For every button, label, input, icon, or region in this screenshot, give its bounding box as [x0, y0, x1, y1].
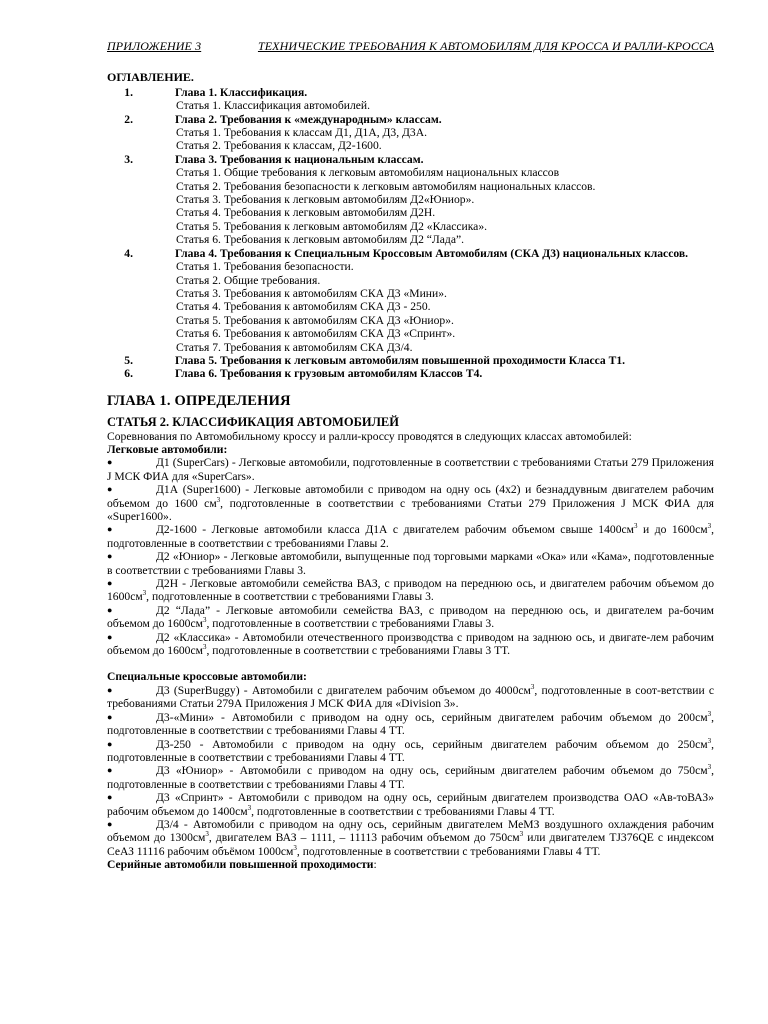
- list-item: [107, 456, 714, 483]
- toc-article: Статья 6. Требования к автомобилям СКА Д3 «Спринт».: [176, 327, 456, 341]
- toc-chapter: [107, 153, 714, 166]
- entry-text: , подготовленные в соот-ветствии с требованиями Статьи 279А Приложения J МСК ФИА для «Division 3».: [107, 683, 715, 711]
- toc-article: Статья 2. Общие требования.: [176, 273, 321, 287]
- superscript: 3: [633, 522, 638, 531]
- offroad-colon: :: [373, 858, 377, 872]
- superscript: 3: [216, 495, 221, 504]
- superscript: 3: [202, 643, 207, 652]
- entry-text: и до 1600см: [637, 523, 708, 537]
- superscript: 3: [707, 522, 712, 531]
- entry-text: , подготовленные в соответствии с требованиями Главы 4 ТТ.: [107, 710, 714, 738]
- document-page: [107, 40, 714, 872]
- superscript: 3: [707, 763, 712, 772]
- toc-chapter-number: 6.: [124, 367, 133, 381]
- toc-chapter-title: Глава 4. Требования к Специальным Кроссовым Автомобилям (СКА Д3) национальных классов.: [175, 246, 689, 260]
- intro-text: Соревнования по Автомобильному кроссу и ралли-кроссу проводятся в следующих классах автомобилей:: [107, 429, 632, 443]
- toc-chapter-number: 2.: [124, 112, 133, 126]
- bullet-icon: ●: [107, 484, 113, 495]
- toc-chapter-number: 3.: [124, 152, 133, 166]
- toc-article: Статья 4. Требования к легковым автомобилям Д2Н.: [176, 206, 436, 220]
- entry-text: Д3 (SuperBuggy) - Автомобили с двигателем рабочим объемом до 4000см: [156, 683, 531, 697]
- toc-chapter-number: 5.: [124, 353, 133, 367]
- entry-text: Д3 «Юниор» - Автомобили с приводом на одну ось, серийным двигателем рабочим объемом до 750см: [156, 764, 708, 778]
- entry-text: , подготовленные в соответствии с требованиями Главы 3.: [146, 590, 434, 604]
- bullet-icon: ●: [107, 631, 113, 642]
- bullet-icon: ●: [107, 792, 113, 803]
- toc-article: Статья 3. Требования к легковым автомобилям Д2«Юниор».: [176, 193, 475, 207]
- superscript: 3: [707, 709, 712, 718]
- entry-text: Д2 «Юниор» - Легковые автомобили, выпущенные под торговыми марками «Ока» или «Кама», подготовленные в соответствии с требованиями Главы 3.: [107, 550, 714, 577]
- list-item: [107, 523, 714, 550]
- toc-article: Статья 1. Требования к классам Д1, Д1А, Д3, Д3А.: [176, 126, 427, 140]
- toc-chapter: [107, 113, 714, 126]
- entry-text: , подготовленные в соответствии с требованиями Главы 3 ТТ.: [206, 644, 510, 658]
- toc-article: Статья 5. Требования к легковым автомобилям Д2 «Классика».: [176, 219, 488, 233]
- toc-article: Статья 3. Требования к автомобилям СКА Д3 «Мини».: [176, 286, 447, 300]
- special-list: [107, 684, 714, 858]
- table-of-contents: [107, 71, 714, 380]
- list-item: [107, 791, 714, 818]
- entry-text: Д3/4 - Автомобили с приводом на одну ось, серийным двигателем МеМЗ воздушного охлаждения рабочим объемом до 1300см: [107, 817, 714, 845]
- toc-chapter-title: Глава 6. Требования к грузовым автомобилям Классов Т4.: [175, 367, 483, 381]
- offroad-label-line: [107, 858, 714, 871]
- list-item: [107, 738, 714, 765]
- bullet-icon: ●: [107, 738, 113, 749]
- bullet-icon: ●: [107, 684, 113, 695]
- chapter-heading: ГЛАВА 1. ОПРЕДЕЛЕНИЯ: [107, 392, 291, 409]
- toc-chapter-title: Глава 2. Требования к «международным» классам.: [175, 112, 442, 126]
- entry-text: или двигателем TJ376QE с индексом СеАЗ 11116 рабочим объёмом 1000см: [107, 831, 714, 858]
- list-item: [107, 550, 714, 577]
- cars-list: [107, 456, 714, 657]
- toc-chapter-number: 4.: [124, 246, 133, 260]
- bullet-icon: ●: [107, 551, 113, 562]
- cars-label: Легковые автомобили:: [107, 442, 228, 456]
- toc-article: Статья 1. Общие требования к легковым автомобилям национальных классов: [176, 166, 560, 180]
- list-item: [107, 684, 714, 711]
- entry-text: Д2-1600 - Легковые автомобили класса Д1А с двигателем рабочим объемом свыше 1400см: [156, 523, 634, 537]
- toc-article: Статья 2. Требования безопасности к легковым автомобилям национальных классов.: [176, 179, 596, 193]
- superscript: 3: [205, 830, 209, 839]
- entry-text: Д3-«Мини» - Автомобили с приводом на одну ось, серийным двигателем рабочим объемом до 200см: [156, 710, 708, 724]
- toc-chapter-title: Глава 1. Классификация.: [175, 85, 308, 99]
- toc-article: Статья 5. Требования к автомобилям СКА Д3 «Юниор».: [176, 313, 454, 327]
- toc-article: Статья 6. Требования к легковым автомобилям Д2 “Лада”.: [176, 233, 465, 247]
- header-appendix: ПРИЛОЖЕНИЕ 3: [107, 39, 202, 53]
- bullet-icon: ●: [107, 765, 113, 776]
- entry-text: , подготовленные в соответствии с требованиями Главы 4 ТТ.: [107, 764, 714, 791]
- list-item: [107, 483, 714, 523]
- offroad-label: Серийные автомобили повышенной проходимости: [107, 858, 374, 872]
- toc-chapter-number: 1.: [124, 85, 133, 99]
- article-heading: СТАТЬЯ 2. КЛАССИФИКАЦИЯ АВТОМОБИЛЕЙ: [107, 415, 399, 430]
- header-title: ТЕХНИЧЕСКИЕ ТРЕБОВАНИЯ К АВТОМОБИЛЯМ ДЛЯ КРОСCА И РАЛЛИ-КРОССА: [257, 39, 714, 53]
- entry-text: , подготовленные в соответствии с требованиями Главы 2.: [107, 523, 714, 550]
- superscript: 3: [707, 736, 712, 745]
- list-item: [107, 577, 714, 604]
- superscript: 3: [247, 803, 252, 812]
- entry-text: Д3-250 - Автомобили с приводом на одну ось, серийным двигателем рабочим объемом до 250см: [156, 737, 708, 751]
- toc-title: ОГЛАВЛЕНИЕ.: [107, 70, 194, 85]
- toc-chapter-title: Глава 3. Требования к национальным классам.: [175, 152, 424, 166]
- toc-chapter: [107, 86, 714, 99]
- entry-text: Д3 «Спринт» - Автомобили с приводом на одну ось, серийным двигателем производства ОАО «Ав-тоВАЗ» рабочим объемом до 1400см: [107, 791, 714, 818]
- bullet-icon: ●: [107, 524, 113, 535]
- toc-chapter: [107, 247, 714, 260]
- list-item: [107, 818, 714, 858]
- entry-text: , подготовленные в соответствии с требованиями Главы 4 ТТ.: [107, 737, 714, 764]
- bullet-icon: ●: [107, 711, 113, 722]
- bullet-icon: ●: [107, 604, 113, 615]
- list-item: [107, 604, 714, 631]
- toc-chapter-title: Глава 5. Требования к легковым автомобилям повышенной проходимости Класса Т1.: [175, 353, 626, 367]
- bullet-icon: ●: [107, 457, 113, 468]
- entry-text: , подготовленные в соответствии с требованиями Статьи 279 Приложения J МСК ФИА для «Super1600».: [107, 496, 715, 523]
- toc-chapter: [107, 367, 714, 380]
- list-item: [107, 631, 714, 658]
- list-item: [107, 711, 714, 738]
- entry-text: , подготовленные в соответствии с требованиями Главы 3.: [206, 617, 495, 631]
- list-item: [107, 764, 714, 791]
- superscript: 3: [202, 616, 207, 625]
- bullet-icon: ●: [107, 818, 113, 829]
- entry-text: , двигателем ВАЗ – 1111, – 11113 рабочим объемом до 750см: [208, 831, 520, 845]
- bullet-icon: ●: [107, 578, 113, 589]
- entry-text: Д2 «Классика» - Автомобили отечественного производства с приводом на заднюю ось, и двигате-лем рабочим объемом до 1600см: [107, 630, 714, 658]
- toc-article: Статья 2. Требования к классам, Д2-1600.: [176, 139, 382, 153]
- special-label: Специальные кроссовые автомобили:: [107, 670, 307, 684]
- entry-text: , подготовленные в соответствии с требованиями Главы 4 ТТ.: [296, 844, 601, 858]
- entry-text: Д2Н - Легковые автомобили семейства ВАЗ, с приводом на переднюю ось, и двигателем рабочим объемом до 1600см: [107, 577, 714, 604]
- superscript: 3: [293, 843, 297, 852]
- toc-article: Статья 1. Классификация автомобилей.: [176, 99, 371, 113]
- superscript: 3: [530, 683, 535, 692]
- toc-chapter: [107, 354, 714, 367]
- entry-text: Д1А (Super1600) - Легковые автомобили с приводом на одну ось (4x2) и безнаддувным двигателем рабочим объемом до 1600 см: [107, 483, 714, 510]
- page-header: [107, 40, 714, 53]
- entry-text: , подготовленные в соответствии с требованиями Главы 4 ТТ.: [251, 804, 555, 818]
- toc-article: Статья 4. Требования к автомобилям СКА Д3 - 250.: [176, 300, 431, 314]
- superscript: 3: [519, 830, 524, 839]
- toc-article: Статья 1. Требования безопасности.: [176, 260, 354, 274]
- entry-text: Д2 “Лада” - Легковые автомобили семейства ВАЗ, с приводом на переднюю ось, и двигателем ра-бочим объемом до 1600см: [107, 603, 714, 631]
- toc-article: Статья 7. Требования к автомобилям СКА Д3/4.: [176, 340, 413, 354]
- entry-text: Д1 (SuperCars) - Легковые автомобили, подготовленные в соответствии с требованиями Статьи 279 Приложения J МСК ФИА для «SuperCars».: [107, 456, 714, 483]
- superscript: 3: [142, 589, 147, 598]
